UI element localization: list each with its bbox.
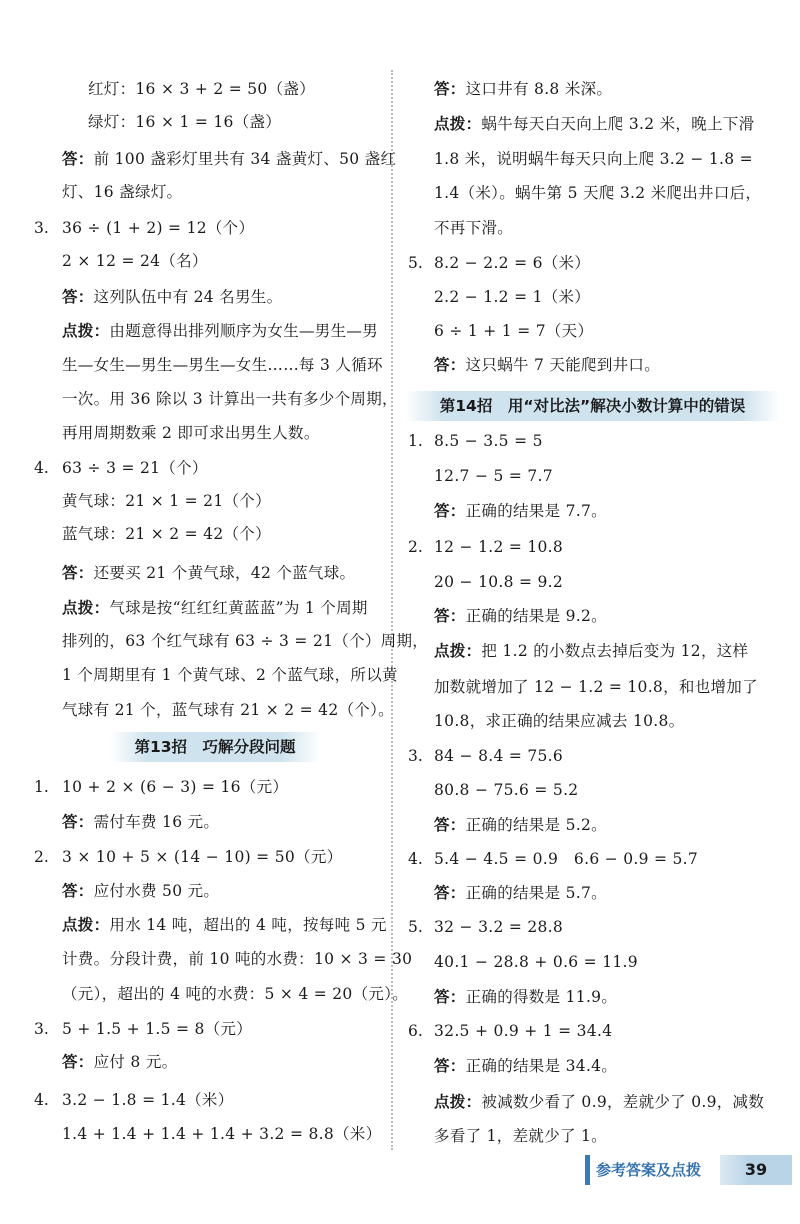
text-line: 5 + 1.5 + 1.5 = 8（元） xyxy=(62,1020,253,1038)
text-line: 绿灯：16 × 1 = 16（盏） xyxy=(88,113,282,131)
answer-label: 答： xyxy=(434,502,466,520)
answer-line: 答：前 100 盏彩灯里共有 34 盏黄灯、50 盏红 xyxy=(62,150,397,168)
answer-line: 答：正确的结果是 34.4。 xyxy=(434,1057,618,1075)
text-line: 8.5 − 3.5 = 5 xyxy=(434,432,543,450)
item-number: 4. xyxy=(34,1091,49,1109)
hint-label: 点拨： xyxy=(434,642,482,660)
text-line: 5.4 − 4.5 = 0.9 6.6 − 0.9 = 5.7 xyxy=(434,850,699,868)
item-number: 2. xyxy=(34,848,49,866)
text-line: 32 − 3.2 = 28.8 xyxy=(434,918,564,936)
answer-label: 答： xyxy=(434,1057,466,1075)
text-line: 20 − 10.8 = 9.2 xyxy=(434,573,564,591)
item-number: 5. xyxy=(408,918,423,936)
text-line: 2.2 − 1.2 = 1（米） xyxy=(434,288,591,306)
text-line: 蓝气球：21 × 2 = 42（个） xyxy=(62,525,271,543)
text-line: 2 × 12 = 24（名） xyxy=(62,252,208,270)
text-line: 6 ÷ 1 + 1 = 7（天） xyxy=(434,322,594,340)
answer-line: 答：正确的结果是 7.7。 xyxy=(434,502,607,520)
section-title-14: 第14招 用“对比法”解决小数计算中的错误 xyxy=(405,391,780,421)
item-number: 3. xyxy=(408,747,423,765)
text-line: 3 × 10 + 5 × (14 − 10) = 50（元） xyxy=(62,848,343,866)
hint-line: 点拨：蜗牛每天白天向上爬 3.2 米，晚上下滑 xyxy=(434,115,755,133)
answer-label: 答： xyxy=(434,884,466,902)
text-line: 32.5 + 0.9 + 1 = 34.4 xyxy=(434,1022,613,1040)
text-line: 生—女生—男生—男生—女生……每 3 人循环 xyxy=(62,356,383,374)
answer-label: 答： xyxy=(434,80,466,98)
answer-label: 答： xyxy=(62,150,94,168)
text-line: 黄气球：21 × 1 = 21（个） xyxy=(62,492,271,510)
text-line: 一次。用 36 除以 3 计算出一共有多少个周期， xyxy=(62,390,398,408)
item-number: 5. xyxy=(408,254,423,272)
text-line: 36 ÷ (1 + 2) = 12（个） xyxy=(62,219,255,237)
text-line: 加数就增加了 12 − 1.2 = 10.8，和也增加了 xyxy=(434,678,758,696)
answer-line: 答：正确的结果是 5.7。 xyxy=(434,884,607,902)
hint-label: 点拨： xyxy=(434,115,482,133)
item-number: 1. xyxy=(34,778,49,796)
text-line: 10 + 2 × (6 − 3) = 16（元） xyxy=(62,778,289,796)
text-line: 80.8 − 75.6 = 5.2 xyxy=(434,781,579,799)
hint-label: 点拨： xyxy=(62,322,110,340)
answer-label: 答： xyxy=(62,1053,94,1071)
item-number: 3. xyxy=(34,219,49,237)
text-line: 10.8，求正确的结果应减去 10.8。 xyxy=(434,712,685,730)
hint-line: 点拨：气球是按“红红红黄蓝蓝”为 1 个周期 xyxy=(62,599,368,617)
text-line: 63 ÷ 3 = 21（个） xyxy=(62,459,208,477)
answer-line: 答：这口井有 8.8 米深。 xyxy=(434,80,613,98)
hint-line: 点拨：把 1.2 的小数点去掉后变为 12，这样 xyxy=(434,642,749,660)
item-number: 1. xyxy=(408,432,423,450)
text-line: 40.1 − 28.8 + 0.6 = 11.9 xyxy=(434,953,638,971)
hint-line: 点拨：由题意得出排列顺序为女生—男生—男 xyxy=(62,322,379,340)
footer-accent-bar xyxy=(585,1155,590,1185)
item-number: 2. xyxy=(408,538,423,556)
text-line: 1.4 + 1.4 + 1.4 + 1.4 + 3.2 = 8.8（米） xyxy=(62,1125,382,1143)
answer-line: 答：正确的得数是 11.9。 xyxy=(434,988,618,1006)
answer-line: 答：正确的结果是 5.2。 xyxy=(434,816,607,834)
answer-label: 答： xyxy=(434,356,466,374)
item-number: 3. xyxy=(34,1020,49,1038)
section-title-13: 第13招 巧解分段问题 xyxy=(110,732,320,762)
answer-line: 答：应付 8 元。 xyxy=(62,1053,178,1071)
item-number: 6. xyxy=(408,1022,423,1040)
text-line: （元），超出的 4 吨的水费：5 × 4 = 20（元）。 xyxy=(62,985,409,1003)
text-line: 1 个周期里有 1 个黄气球、2 个蓝气球，所以黄 xyxy=(62,666,398,684)
answer-line: 答：应付水费 50 元。 xyxy=(62,882,220,900)
text-line: 1.8 米，说明蜗牛每天只向上爬 3.2 − 1.8 = xyxy=(434,150,753,168)
text-line: 1.4（米）。蜗牛第 5 天爬 3.2 米爬出井口后， xyxy=(434,184,762,202)
answer-line: 答：需付车费 16 元。 xyxy=(62,813,220,831)
text-line: 再用周期数乘 2 即可求出男生人数。 xyxy=(62,424,320,442)
hint-label: 点拨： xyxy=(62,916,110,934)
page-number: 39 xyxy=(720,1155,792,1185)
text-line: 12 − 1.2 = 10.8 xyxy=(434,538,564,556)
text-line: 灯、16 盏绿灯。 xyxy=(62,183,183,201)
text-line: 红灯：16 × 3 + 2 = 50（盏） xyxy=(88,80,315,98)
hint-line: 点拨：被减数少看了 0.9，差就少了 0.9，减数 xyxy=(434,1093,765,1111)
item-number: 4. xyxy=(34,459,49,477)
text-line: 排列的，63 个红气球有 63 ÷ 3 = 21（个）周期， xyxy=(62,632,429,650)
hint-label: 点拨： xyxy=(62,599,110,617)
text-line: 8.2 − 2.2 = 6（米） xyxy=(434,254,591,272)
answer-label: 答： xyxy=(434,816,466,834)
text-line: 84 − 8.4 = 75.6 xyxy=(434,747,564,765)
text-line: 多看了 1，差就少了 1。 xyxy=(434,1127,607,1145)
item-number: 4. xyxy=(408,850,423,868)
answer-label: 答： xyxy=(62,288,94,306)
answer-line: 答：这列队伍中有 24 名男生。 xyxy=(62,288,283,306)
answer-label: 答： xyxy=(62,882,94,900)
answer-label: 答： xyxy=(62,564,94,582)
text-line: 3.2 − 1.8 = 1.4（米） xyxy=(62,1091,234,1109)
text-line: 气球有 21 个，蓝气球有 21 × 2 = 42（个）。 xyxy=(62,701,394,719)
answer-line: 答：这只蜗牛 7 天能爬到井口。 xyxy=(434,356,661,374)
text-line: 不再下滑。 xyxy=(434,219,514,237)
answer-label: 答： xyxy=(434,607,466,625)
answer-label: 答： xyxy=(62,813,94,831)
answer-line: 答：正确的结果是 9.2。 xyxy=(434,607,607,625)
hint-label: 点拨： xyxy=(434,1093,482,1111)
text-line: 计费。分段计费，前 10 吨的水费：10 × 3 = 30 xyxy=(62,950,413,968)
hint-line: 点拨：用水 14 吨，超出的 4 吨，按每吨 5 元 xyxy=(62,916,387,934)
answer-line: 答：还要买 21 个黄气球，42 个蓝气球。 xyxy=(62,564,356,582)
text-line: 12.7 − 5 = 7.7 xyxy=(434,467,553,485)
answer-label: 答： xyxy=(434,988,466,1006)
footer-section-label: 参考答案及点拨 xyxy=(596,1161,702,1179)
